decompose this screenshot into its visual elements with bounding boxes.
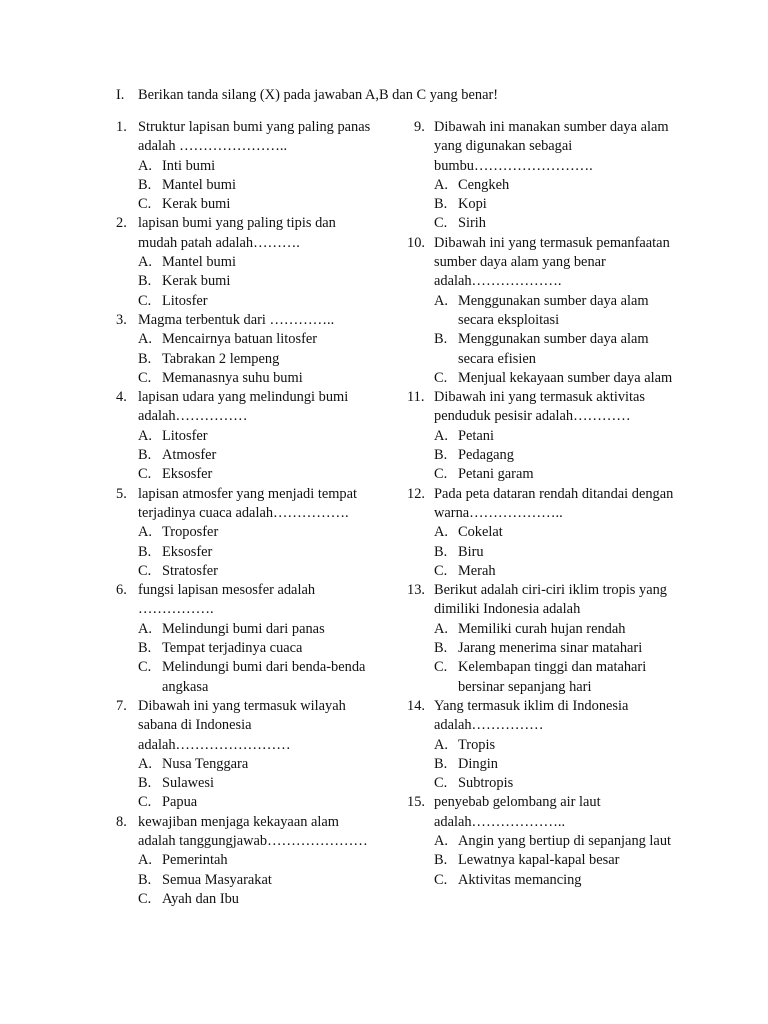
option-letter: A. (138, 331, 152, 348)
questions-column-left (116, 118, 378, 909)
option-letter: C. (434, 369, 448, 386)
question-number: 15. (407, 794, 425, 811)
option-letter: B. (138, 640, 152, 657)
question-item (116, 581, 378, 697)
answer-option[interactable] (138, 157, 378, 176)
answer-option[interactable] (434, 658, 674, 697)
answer-option[interactable] (434, 176, 674, 195)
answer-option[interactable] (434, 832, 674, 851)
answer-option[interactable] (138, 543, 378, 562)
option-letter: C. (434, 871, 448, 888)
option-letter: C. (138, 369, 152, 386)
option-text: Tabrakan 2 lempeng (162, 350, 280, 367)
question-item (116, 118, 378, 214)
question-number: 11. (407, 389, 425, 406)
option-letter: B. (434, 331, 448, 348)
question-item (407, 581, 674, 697)
option-letter: C. (434, 215, 448, 232)
option-letter: B. (434, 852, 448, 869)
option-text: Menggunakan sumber daya alam secara efisien (458, 331, 649, 367)
option-text: Petani (458, 427, 494, 444)
question-number: 10. (407, 234, 425, 251)
option-letter: B. (138, 273, 152, 290)
question-number: 13. (407, 582, 425, 599)
answer-option[interactable] (138, 562, 378, 581)
question-text: Dibawah ini yang termasuk pemanfaatan sumber daya alam yang benar adalah………………. (434, 234, 670, 290)
option-text: Melindungi bumi dari benda-benda angkasa (162, 659, 366, 695)
option-text: Kelembapan tinggi dan matahari bersinar sepanjang hari (458, 659, 647, 695)
option-text: Aktivitas memancing (458, 871, 582, 888)
answer-option[interactable] (434, 774, 674, 793)
question-number: 1. (116, 119, 127, 135)
option-text: Papua (162, 794, 198, 811)
option-letter: A. (434, 176, 448, 193)
option-text: Memiliki curah hujan rendah (458, 620, 626, 637)
question-text: Dibawah ini manakan sumber daya alam yang digunakan sebagai bumbu……………………. (434, 119, 669, 174)
option-letter: B. (434, 755, 448, 772)
question-text: Dibawah ini yang termasuk aktivitas penduduk pesisir adalah………… (434, 389, 646, 425)
option-text: Lewatnya kapal-kapal besar (458, 852, 620, 869)
answer-option[interactable] (138, 272, 378, 291)
question-number: 4. (116, 389, 127, 406)
answer-option[interactable] (434, 195, 674, 214)
answer-option[interactable] (434, 523, 674, 542)
question-item (116, 311, 378, 388)
answer-option[interactable] (138, 793, 378, 812)
option-text: Litosfer (162, 427, 208, 444)
question-item (116, 697, 378, 813)
option-text: Eksosfer (162, 543, 213, 560)
question-text: fungsi lapisan mesosfer adalah ……………. (138, 582, 316, 618)
option-text: Litosfer (162, 292, 208, 309)
option-letter: A. (138, 524, 152, 541)
answer-option[interactable] (138, 774, 378, 793)
questions-column-right (407, 118, 674, 890)
option-letter: C. (138, 466, 152, 483)
answer-option[interactable] (138, 292, 378, 311)
answer-option[interactable] (138, 620, 378, 639)
option-text: Biru (458, 543, 484, 560)
answer-option[interactable] (138, 176, 378, 195)
question-item (412, 118, 674, 234)
option-text: Troposfer (162, 524, 219, 541)
option-letter: B. (138, 176, 152, 193)
option-text: Jarang menerima sinar matahari (458, 640, 643, 657)
option-text: Dingin (458, 755, 498, 772)
option-letter: B. (138, 543, 152, 560)
option-letter: C. (138, 659, 152, 676)
answer-option[interactable] (138, 755, 378, 774)
option-text: Inti bumi (162, 157, 216, 174)
option-text: Kerak bumi (162, 273, 231, 290)
option-text: Menggunakan sumber daya alam secara eksploitasi (458, 292, 649, 328)
option-letter: B. (138, 447, 152, 464)
option-letter: C. (434, 659, 448, 676)
answer-option[interactable] (138, 890, 378, 909)
option-letter: C. (138, 562, 152, 579)
option-letter: B. (138, 871, 152, 888)
answer-option[interactable] (138, 330, 378, 349)
question-text: Struktur lapisan bumi yang paling panas adalah ………………….. (138, 119, 371, 155)
question-text: lapisan bumi yang paling tipis dan mudah patah adalah………. (138, 215, 336, 251)
answer-option[interactable] (434, 755, 674, 774)
option-letter: A. (434, 620, 448, 637)
option-text: Sirih (458, 215, 486, 232)
question-item (407, 697, 674, 793)
option-letter: A. (138, 620, 152, 637)
answer-option[interactable] (434, 736, 674, 755)
question-number: 9. (414, 119, 425, 135)
option-letter: A. (138, 852, 152, 869)
answer-option[interactable] (138, 195, 378, 214)
option-letter: C. (434, 775, 448, 792)
question-text: Yang termasuk iklim di Indonesia adalah…………… (434, 697, 629, 734)
option-letter: C. (434, 466, 448, 483)
option-text: Melindungi bumi dari panas (162, 620, 325, 637)
option-letter: B. (138, 350, 152, 367)
option-text: Mantel bumi (162, 254, 236, 271)
answer-option[interactable] (434, 292, 674, 331)
option-letter: A. (434, 736, 448, 753)
option-letter: C. (138, 292, 152, 309)
answer-option[interactable] (434, 330, 674, 369)
option-letter: A. (138, 427, 152, 444)
instruction-heading (116, 86, 716, 105)
question-text: lapisan atmosfer yang menjadi tempat terjadinya cuaca adalah……………. (138, 485, 357, 521)
question-number: 8. (116, 813, 127, 830)
option-letter: B. (138, 775, 152, 792)
question-text: Pada peta dataran rendah ditandai dengan warna……………….. (434, 485, 674, 521)
answer-option[interactable] (138, 639, 378, 658)
option-letter: B. (434, 447, 448, 464)
question-item (407, 234, 674, 388)
question-number: 2. (116, 215, 127, 232)
answer-option[interactable] (434, 639, 674, 658)
option-text: Eksosfer (162, 466, 213, 483)
option-letter: C. (138, 196, 152, 213)
answer-option[interactable] (138, 253, 378, 272)
question-number: 5. (116, 485, 127, 502)
option-text: Semua Masyarakat (162, 871, 272, 888)
option-text: Tempat terjadinya cuaca (162, 640, 303, 657)
question-number: 3. (116, 311, 127, 328)
option-text: Menjual kekayaan sumber daya alam (458, 369, 673, 386)
question-text: penyebab gelombang air laut adalah……………….. (434, 794, 601, 830)
question-text: Dibawah ini yang termasuk wilayah sabana di Indonesia adalah…………………… (138, 697, 346, 753)
question-number: 6. (116, 582, 127, 599)
answer-option[interactable] (434, 446, 674, 465)
option-text: Atmosfer (162, 447, 217, 464)
answer-option[interactable] (138, 446, 378, 465)
option-text: Kerak bumi (162, 196, 231, 213)
question-item (116, 388, 378, 484)
answer-option[interactable] (434, 620, 674, 639)
answer-option[interactable] (434, 871, 674, 890)
option-letter: A. (434, 427, 448, 444)
instruction-number: I. (116, 87, 125, 103)
question-item (407, 388, 674, 484)
question-text: kewajiban menjaga kekayaan alam adalah tanggungjawab………………… (138, 813, 368, 849)
question-item (407, 485, 674, 581)
answer-option[interactable] (138, 427, 378, 446)
option-text: Tropis (458, 736, 496, 753)
option-text: Kopi (458, 196, 487, 213)
option-letter: C. (138, 794, 152, 811)
question-text: lapisan udara yang melindungi bumi adalah…………… (138, 389, 349, 425)
question-number: 14. (407, 697, 425, 714)
answer-option[interactable] (138, 350, 378, 369)
option-text: Angin yang bertiup di sepanjang laut (458, 832, 672, 849)
option-text: Merah (458, 562, 496, 579)
answer-option[interactable] (138, 658, 378, 697)
answer-option[interactable] (434, 543, 674, 562)
question-item (116, 485, 378, 581)
option-letter: B. (434, 640, 448, 657)
answer-option[interactable] (434, 851, 674, 870)
option-text: Cokelat (458, 524, 503, 541)
answer-option[interactable] (434, 465, 674, 484)
question-item (116, 813, 378, 909)
question-text: Berikut adalah ciri-ciri iklim tropis yang dimiliki Indonesia adalah (434, 582, 667, 618)
option-letter: A. (434, 832, 448, 849)
option-letter: A. (138, 157, 152, 174)
option-text: Pedagang (458, 447, 514, 464)
option-letter: B. (434, 196, 448, 213)
option-text: Nusa Tenggara (162, 755, 249, 772)
option-text: Petani garam (458, 466, 534, 483)
answer-option[interactable] (138, 465, 378, 484)
option-letter: C. (138, 890, 152, 907)
question-number: 7. (116, 697, 127, 714)
option-text: Pemerintah (162, 852, 228, 869)
answer-option[interactable] (138, 523, 378, 542)
option-letter: A. (138, 254, 152, 271)
option-text: Mencairnya batuan litosfer (162, 331, 318, 348)
option-letter: A. (138, 755, 152, 772)
answer-option[interactable] (434, 562, 674, 581)
answer-option[interactable] (434, 214, 674, 233)
question-item (116, 214, 378, 310)
question-item (407, 793, 674, 889)
option-text: Cengkeh (458, 176, 510, 193)
option-letter: C. (434, 562, 448, 579)
instruction-text: Berikan tanda silang (X) pada jawaban A,B dan C yang benar! (138, 87, 499, 103)
question-number: 12. (407, 485, 425, 502)
option-letter: A. (434, 292, 448, 309)
option-text: Ayah dan Ibu (162, 890, 240, 907)
option-text: Mantel bumi (162, 176, 236, 193)
answer-option[interactable] (434, 369, 674, 388)
option-letter: A. (434, 524, 448, 541)
answer-option[interactable] (138, 369, 378, 388)
option-text: Stratosfer (162, 562, 218, 579)
option-letter: B. (434, 543, 448, 560)
option-text: Memanasnya suhu bumi (162, 369, 303, 386)
option-text: Sulawesi (162, 775, 214, 792)
option-text: Subtropis (458, 775, 514, 792)
answer-option[interactable] (434, 427, 674, 446)
answer-option[interactable] (138, 871, 378, 890)
question-text: Magma terbentuk dari ………….. (138, 311, 335, 328)
answer-option[interactable] (138, 851, 378, 870)
